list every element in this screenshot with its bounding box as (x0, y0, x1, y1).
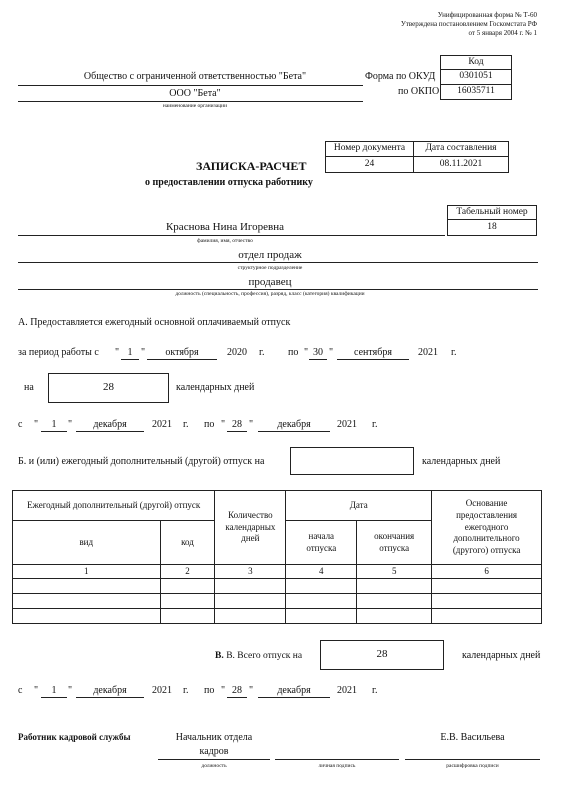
section-v-title: В. В. Всего отпуск на (215, 651, 303, 661)
end-day: 28 (232, 419, 242, 430)
col-number: 5 (357, 565, 432, 579)
th-leave: Ежегодный дополнительный (другой) отпуск (13, 491, 215, 521)
year-suffix: г. (372, 419, 378, 430)
col-number: 3 (215, 565, 286, 579)
th-date: Дата (286, 491, 432, 521)
section-a-title: А. Предоставляется ежегодный основной оплачиваемый отпуск (18, 317, 291, 328)
th-basis: Основание предоставления ежегодного дополнительного (другого) отпуска (432, 491, 542, 565)
okud-value: 0301051 (440, 69, 512, 85)
v-end-month: декабря (277, 685, 311, 696)
end-year: 2021 (337, 419, 357, 430)
section-a-days-label: календарных дней (176, 382, 255, 393)
v-start-year: 2021 (152, 685, 172, 696)
quote-mark: " (221, 685, 226, 696)
year-suffix: г. (183, 419, 189, 430)
okpo-label: по ОКПО (398, 86, 440, 97)
caption-decoding: расшифровка подписи (446, 763, 499, 769)
start-month: декабря (93, 419, 127, 430)
organization-caption: наименование организации (162, 103, 228, 109)
section-a-days: 28 (48, 373, 169, 403)
year-suffix: г. (372, 685, 378, 696)
tab-number-header: Табельный номер (447, 205, 537, 220)
start-day: 1 (51, 419, 57, 430)
doc-number-header: Номер документа (325, 141, 414, 157)
v-end-day: 28 (232, 685, 242, 696)
form-header-line2: Утверждена постановлением Госкомстата РФ (400, 20, 537, 28)
department-caption: структурное подразделение (237, 265, 303, 271)
organization-short-name: ООО "Бета" (169, 88, 221, 99)
additional-leave-table (12, 490, 542, 624)
period-from-year: 2020 (227, 347, 247, 358)
col-number: 6 (432, 565, 542, 579)
period-from-day: 1 (127, 347, 133, 358)
quote-mark: " (249, 685, 254, 696)
v-end-year: 2021 (337, 685, 357, 696)
period-to-month: сентября (354, 347, 392, 358)
th-end: окончания отпуска (357, 521, 432, 565)
table-row (13, 579, 542, 594)
year-suffix: г. (183, 685, 189, 696)
signature-position-l1: Начальник отдела (175, 732, 253, 743)
col-number: 4 (286, 565, 357, 579)
quote-mark: " (304, 347, 309, 358)
quote-mark: " (141, 347, 146, 358)
quote-mark: " (68, 685, 73, 696)
v-start-month: декабря (93, 685, 127, 696)
quote-mark: " (68, 419, 73, 430)
okud-label: Форма по ОКУД (365, 71, 436, 82)
signature-label: Работник кадровой службы (18, 732, 131, 742)
v-start-day: 1 (51, 685, 57, 696)
employee-name: Краснова Нина Игоревна (165, 221, 285, 233)
year-suffix: г. (259, 347, 265, 358)
department: отдел продаж (238, 249, 302, 261)
quote-mark: " (34, 685, 39, 696)
doc-date-header: Дата составления (413, 141, 509, 157)
kod-header: Код (440, 55, 512, 70)
signature-decoding: Е.В. Васильева (440, 732, 505, 743)
year-suffix: г. (451, 347, 457, 358)
organization-full-name: Общество с ограниченной ответственностью "Бета" (83, 71, 307, 82)
na-label: на (24, 382, 34, 393)
section-v-days: 28 (320, 640, 444, 670)
col-number: 2 (160, 565, 215, 579)
po-label: по (288, 347, 299, 358)
document-title: ЗАПИСКА-РАСЧЕТ (196, 159, 307, 173)
form-header-line3: от 5 января 2004 г. № 1 (468, 29, 537, 37)
po-label: по (204, 419, 215, 430)
document-subtitle: о предоставлении отпуска работнику (145, 177, 313, 188)
quote-mark: " (249, 419, 254, 430)
col-number: 1 (13, 565, 161, 579)
th-count: Количество календарных дней (215, 491, 286, 565)
table-row (13, 609, 542, 624)
quote-mark: " (115, 347, 120, 358)
caption-signature: личная подпись (318, 763, 356, 769)
s-label: с (18, 419, 23, 430)
doc-number: 24 (325, 156, 414, 173)
form-header-line1: Унифицированная форма № Т-60 (437, 11, 537, 19)
end-month: декабря (277, 419, 311, 430)
period-to-year: 2021 (418, 347, 438, 358)
signature-position-l2: кадров (199, 746, 229, 757)
period-from-month: октября (165, 347, 199, 358)
caption-position: должность (201, 763, 227, 769)
employee-name-caption: фамилия, имя, отчество (197, 238, 253, 244)
section-v-days-label: календарных дней (462, 650, 541, 661)
th-code: код (160, 521, 215, 565)
s-label: с (18, 685, 23, 696)
th-start: начала отпуска (286, 521, 357, 565)
quote-mark: " (329, 347, 334, 358)
section-b-days-label: календарных дней (422, 456, 501, 467)
period-to-day: 30 (313, 347, 323, 358)
period-prefix: за период работы с (18, 347, 99, 358)
start-year: 2021 (152, 419, 172, 430)
quote-mark: " (34, 419, 39, 430)
section-b-title: Б. и (или) ежегодный дополнительный (другой) отпуск на (18, 456, 265, 467)
doc-date: 08.11.2021 (413, 156, 509, 173)
table-row (13, 594, 542, 609)
th-type: вид (13, 521, 161, 565)
section-v-title-text: В. Всего отпуск на (226, 651, 303, 661)
position: продавец (248, 276, 292, 288)
position-caption: должность (специальность, профессия), разряд, класс (категория) квалификации (175, 291, 365, 297)
section-b-days (290, 447, 414, 475)
tab-number: 18 (447, 219, 537, 236)
okpo-value: 16035711 (440, 84, 512, 100)
quote-mark: " (221, 419, 226, 430)
po-label: по (204, 685, 215, 696)
